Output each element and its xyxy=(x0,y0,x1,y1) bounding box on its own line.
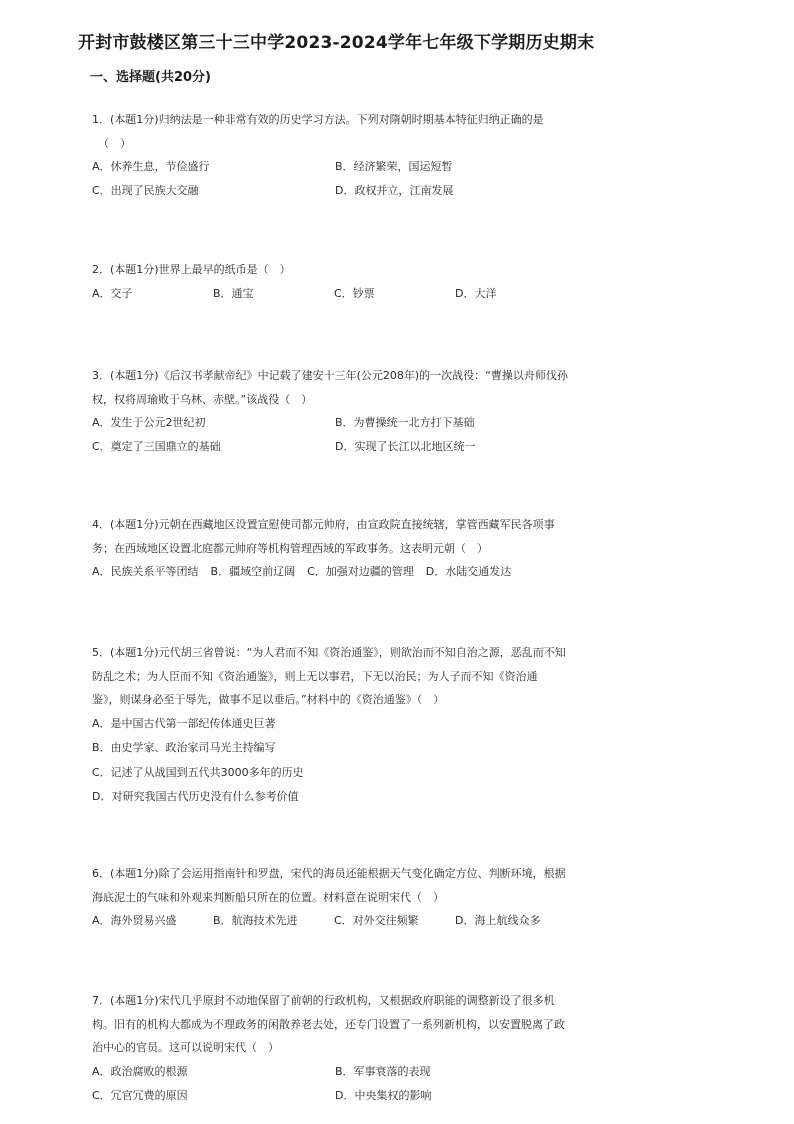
stem-line: 6．(本题1分)除了会运用指南针和罗盘，宋代的海员还能根据天气变化确定方位、判断环境，根据 xyxy=(92,867,566,880)
option-b[interactable]: B．由史学家、政治家司马光主持编写 xyxy=(92,741,276,754)
question-4 xyxy=(92,513,592,584)
option-d[interactable]: D．中央集权的影响 xyxy=(335,1088,432,1102)
option-a[interactable]: A．休养生息，节俭盛行 xyxy=(92,160,210,173)
option-d[interactable]: D．对研究我国古代历史没有什么参考价值 xyxy=(92,790,299,803)
option-d[interactable]: D．水陆交通发达 xyxy=(425,565,512,578)
option-d[interactable]: D．实现了长江以北地区统一 xyxy=(335,440,476,453)
option-d[interactable]: D．海上航线众多 xyxy=(455,914,541,927)
option-b[interactable]: B．疆域空前辽阔 xyxy=(210,565,296,578)
question-3 xyxy=(92,364,592,459)
options-row xyxy=(92,411,592,435)
question-stem xyxy=(92,258,592,282)
stem-line: 构。旧有的机构大都成为不理政务的闲散养老去处，还专门设置了一系列新机构，以安置脱离了政 xyxy=(92,1017,565,1031)
option-c[interactable]: C．奠定了三国鼎立的基础 xyxy=(92,440,221,453)
option-c[interactable]: C．冗官冗费的原因 xyxy=(92,1088,188,1102)
stem-line: 务；在西域地区设置北庭都元帅府等机构管理西域的军政事务。这表明元朝（ ） xyxy=(92,541,488,555)
question-stem xyxy=(92,641,592,712)
stem-line: 4．(本题1分)元朝在西藏地区设置宣慰使司都元帅府，由宣政院直接统辖，掌管西藏军民各项事 xyxy=(92,518,555,531)
question-stem xyxy=(92,364,592,411)
option-c[interactable]: C．加强对边疆的管理 xyxy=(307,565,414,578)
section-heading: 一、选择题(共20分) xyxy=(90,70,211,85)
option-a[interactable]: A．政治腐败的根源 xyxy=(92,1064,188,1078)
options-row xyxy=(92,1060,592,1084)
stem-line: 防乱之术；为人臣而不知《资治通鉴》，则上无以事君，下无以治民；为人子而不知《资治通 xyxy=(92,669,538,683)
stem-line: 3．(本题1分)《后汉书孝献帝纪》中记载了建安十三年(公元208年)的一次战役：“曹操以舟师伐孙 xyxy=(92,369,568,382)
stem-line: 2．(本题1分)世界上最早的纸币是（ ） xyxy=(92,263,291,276)
option-c[interactable]: C．对外交往频繁 xyxy=(334,914,419,927)
options-row xyxy=(92,909,592,933)
option-b[interactable]: B．航海技术先进 xyxy=(213,914,298,927)
question-stem xyxy=(92,513,592,560)
option-d[interactable]: D．政权并立，江南发展 xyxy=(335,184,454,197)
option-c[interactable]: C．出现了民族大交融 xyxy=(92,184,199,197)
stem-line: 1．(本题1分)归纳法是一种非常有效的历史学习方法。下列对隋朝时期基本特征归纳正确的是 xyxy=(92,113,544,126)
question-7 xyxy=(92,989,592,1108)
question-stem xyxy=(92,989,592,1060)
option-a[interactable]: A．发生于公元2世纪初 xyxy=(92,416,206,429)
option-b[interactable]: B．军事衰落的表现 xyxy=(335,1064,431,1078)
stem-line: 5．(本题1分)元代胡三省曾说：“为人君而不知《资治通鉴》，则欲治而不知自治之源，恶乱而不知 xyxy=(92,646,566,659)
question-5 xyxy=(92,641,592,810)
stem-line: 海底泥土的气味和外观来判断船只所在的位置。材料意在说明宋代（ ） xyxy=(92,890,444,904)
stem-line: 治中心的官员。这可以说明宋代（ ） xyxy=(92,1041,279,1054)
option-c[interactable]: C．钞票 xyxy=(334,286,375,300)
document-title: 开封市鼓楼区第三十三中学2023-2024学年七年级下学期历史期末 xyxy=(78,33,595,53)
options-row xyxy=(92,179,592,203)
option-d[interactable]: D．大洋 xyxy=(455,286,497,300)
options-row xyxy=(92,155,592,179)
option-a[interactable]: A．海外贸易兴盛 xyxy=(92,914,177,927)
question-stem xyxy=(92,862,592,909)
option-a[interactable]: A．是中国古代第一部纪传体通史巨著 xyxy=(92,716,276,730)
stem-line: 鉴》，则谋身必至于辱先，做事不足以垂后。”材料中的《资治通鉴》（ ） xyxy=(92,693,445,706)
stem-line: （ ） xyxy=(98,136,131,150)
option-b[interactable]: B．为曹操统一北方打下基础 xyxy=(335,416,475,429)
question-stem xyxy=(92,108,592,155)
options-row xyxy=(92,1084,592,1108)
option-b[interactable]: B．经济繁荣，国运短暂 xyxy=(335,160,453,173)
option-c[interactable]: C．记述了从战国到五代共3000多年的历史 xyxy=(92,765,304,779)
option-b[interactable]: B．通宝 xyxy=(213,286,254,300)
options-row xyxy=(92,435,592,459)
option-a[interactable]: A．民族关系平等团结 xyxy=(92,565,199,578)
question-6 xyxy=(92,862,592,933)
options-row xyxy=(92,282,592,306)
question-1 xyxy=(92,108,592,203)
option-a[interactable]: A．交子 xyxy=(92,286,133,300)
question-2 xyxy=(92,258,592,306)
stem-line: 权，权将周瑜败于乌林、赤壁。”该战役（ ） xyxy=(92,392,313,406)
stem-line: 7．(本题1分)宋代几乎原封不动地保留了前朝的行政机构，又根据政府职能的调整新设了很多机 xyxy=(92,994,555,1007)
options-row xyxy=(92,560,592,584)
